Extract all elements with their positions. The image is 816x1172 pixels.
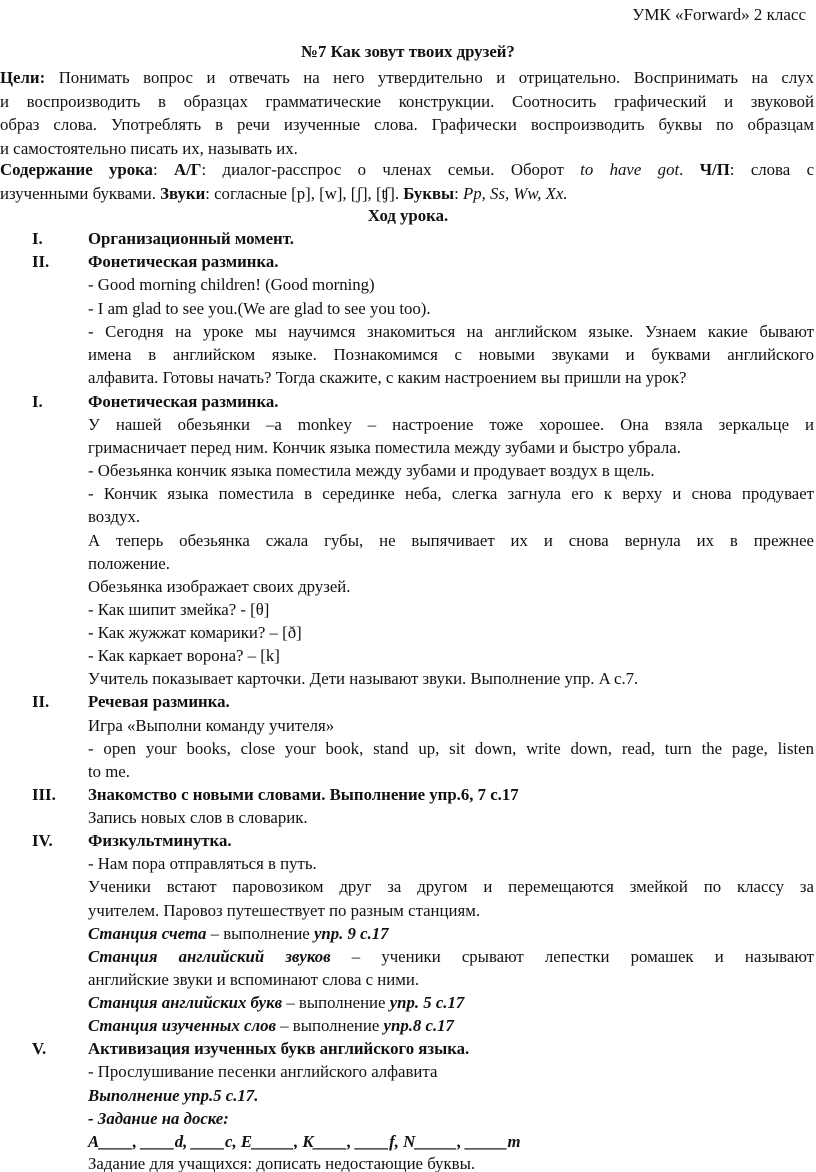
text-line: - Нам пора отправляться в путь. <box>88 854 317 873</box>
text-line: - Как шипит змейка? - [θ] <box>88 600 270 619</box>
page-header: УМК «Forward» 2 класс <box>632 5 806 24</box>
section-heading: II. Фонетическая разминка. <box>32 252 279 271</box>
text-line: воздух. <box>88 507 141 526</box>
station-line: Станция изученных слов – выполнение упр.8 с.17 <box>88 1016 454 1035</box>
section-heading: III. Знакомство с новыми словами. Выполнение упр.6, 7 с.17 <box>32 784 519 804</box>
text-line: - Обезьянка кончик языка поместила между зубами и продувает воздух в щель. <box>88 461 655 480</box>
text-line: - Сегодня на уроке мы научимся знакомиться на английском языке. Узнаем какие бывают <box>88 322 814 341</box>
text-line: гримасничает перед ним. Кончик языка поместила между зубами и быстро убрала. <box>88 438 681 457</box>
text-line: - I am glad to see you.(We are glad to see you too). <box>88 298 431 318</box>
text-line: алфавита. Готовы начать? Тогда скажите, с каким настроением вы пришли на урок? <box>88 368 687 387</box>
goals-label: Цели: <box>0 68 46 87</box>
station-line: Станция английских букв – выполнение упр. 5 с.17 <box>88 993 465 1012</box>
text-line: учителем. Паровоз путешествует по разным станциям. <box>88 900 481 920</box>
text-line: to me. <box>88 761 130 781</box>
text-line: Задание для учащихся: дописать недостающие буквы. <box>88 1154 476 1172</box>
text-line: Запись новых слов в словарик. <box>88 807 308 827</box>
content-line-1: Содержание урока: А/Г: диалог-расспрос о членах семьи. Оборот to have got. Ч/П: слова с <box>0 160 815 179</box>
text-line: - Кончик языка поместила в серединке неба, слегка загнула его к верху и снова продувает <box>88 484 814 503</box>
text-line: А теперь обезьянка сжала губы, не выпячивает их и снова вернула их в прежнее <box>88 530 814 550</box>
text-line: У нашей обезьянки –a monkey – настроение тоже хорошее. Она взяла зеркальце и <box>88 414 814 434</box>
station-line: Станция английский звуков – ученики срывают лепестки ромашек и называют <box>88 946 814 966</box>
text-line: - Как каркает ворона? – [k] <box>88 646 280 665</box>
text-line: Выполнение упр.5 с.17. <box>88 1085 259 1105</box>
section-heading: I. Фонетическая разминка. <box>32 391 279 411</box>
text-line: имена в английском языке. Познакомимся с новыми звуками и буквами английского <box>88 345 814 364</box>
lesson-title: №7 Как зовут твоих друзей? <box>301 42 515 61</box>
text-line: Учитель показывает карточки. Дети называют звуки. Выполнение упр. A c.7. <box>88 669 639 688</box>
text-line: положение. <box>88 553 170 573</box>
text-line: - Задание на доске: <box>88 1108 229 1128</box>
section-heading: I. Организационный момент. <box>32 229 294 248</box>
goals-line-1: Цели: Понимать вопрос и отвечать на него утвердительно и отрицательно. Воспринимать на слух <box>0 68 814 87</box>
text-line: английские звуки и вспоминают слова с ними. <box>88 969 420 989</box>
goals-line-2: и воспроизводить в образцах грамматические конструкции. Соотносить графический и звуковой <box>0 91 814 111</box>
course-title: Ход урока. <box>367 206 449 225</box>
board-task: A____, ____d, ____c, E_____, K____, ____f, N_____, _____m <box>88 1131 521 1151</box>
text-line: Ученики встают паровозиком друг за другом и перемещаются змейкой по классу за <box>88 877 814 896</box>
text-line: - open your books, close your book, stand up, sit down, write down, read, turn the page, listen <box>88 738 814 758</box>
content-line-2: изученными буквами. Звуки: согласные [p], [w], [ʃ], [ʧ]. Буквы: Pp, Ss, Ww, Xx. <box>0 183 568 203</box>
text-line: - Прослушивание песенки английского алфавита <box>88 1062 438 1081</box>
section-heading: V. Активизация изученных букв английского языка. <box>32 1039 470 1058</box>
text-line: - Good morning children! (Good morning) <box>88 275 375 294</box>
section-heading: II. Речевая разминка. <box>32 692 230 711</box>
goals-line-3: образ слова. Употреблять в речи изученные слова. Графически воспроизводить буквы по образцам <box>0 115 814 134</box>
text-line: Обезьянка изображает своих друзей. <box>88 576 351 596</box>
text-line: - Как жужжат комарики? – [ð] <box>88 623 302 642</box>
goals-line-4: и самостоятельно писать их, называть их. <box>0 138 298 158</box>
station-line: Станция счета – выполнение упр. 9 с.17 <box>88 923 389 943</box>
text-line: Игра «Выполни команду учителя» <box>88 715 335 735</box>
section-heading: IV. Физкультминутка. <box>32 831 232 850</box>
